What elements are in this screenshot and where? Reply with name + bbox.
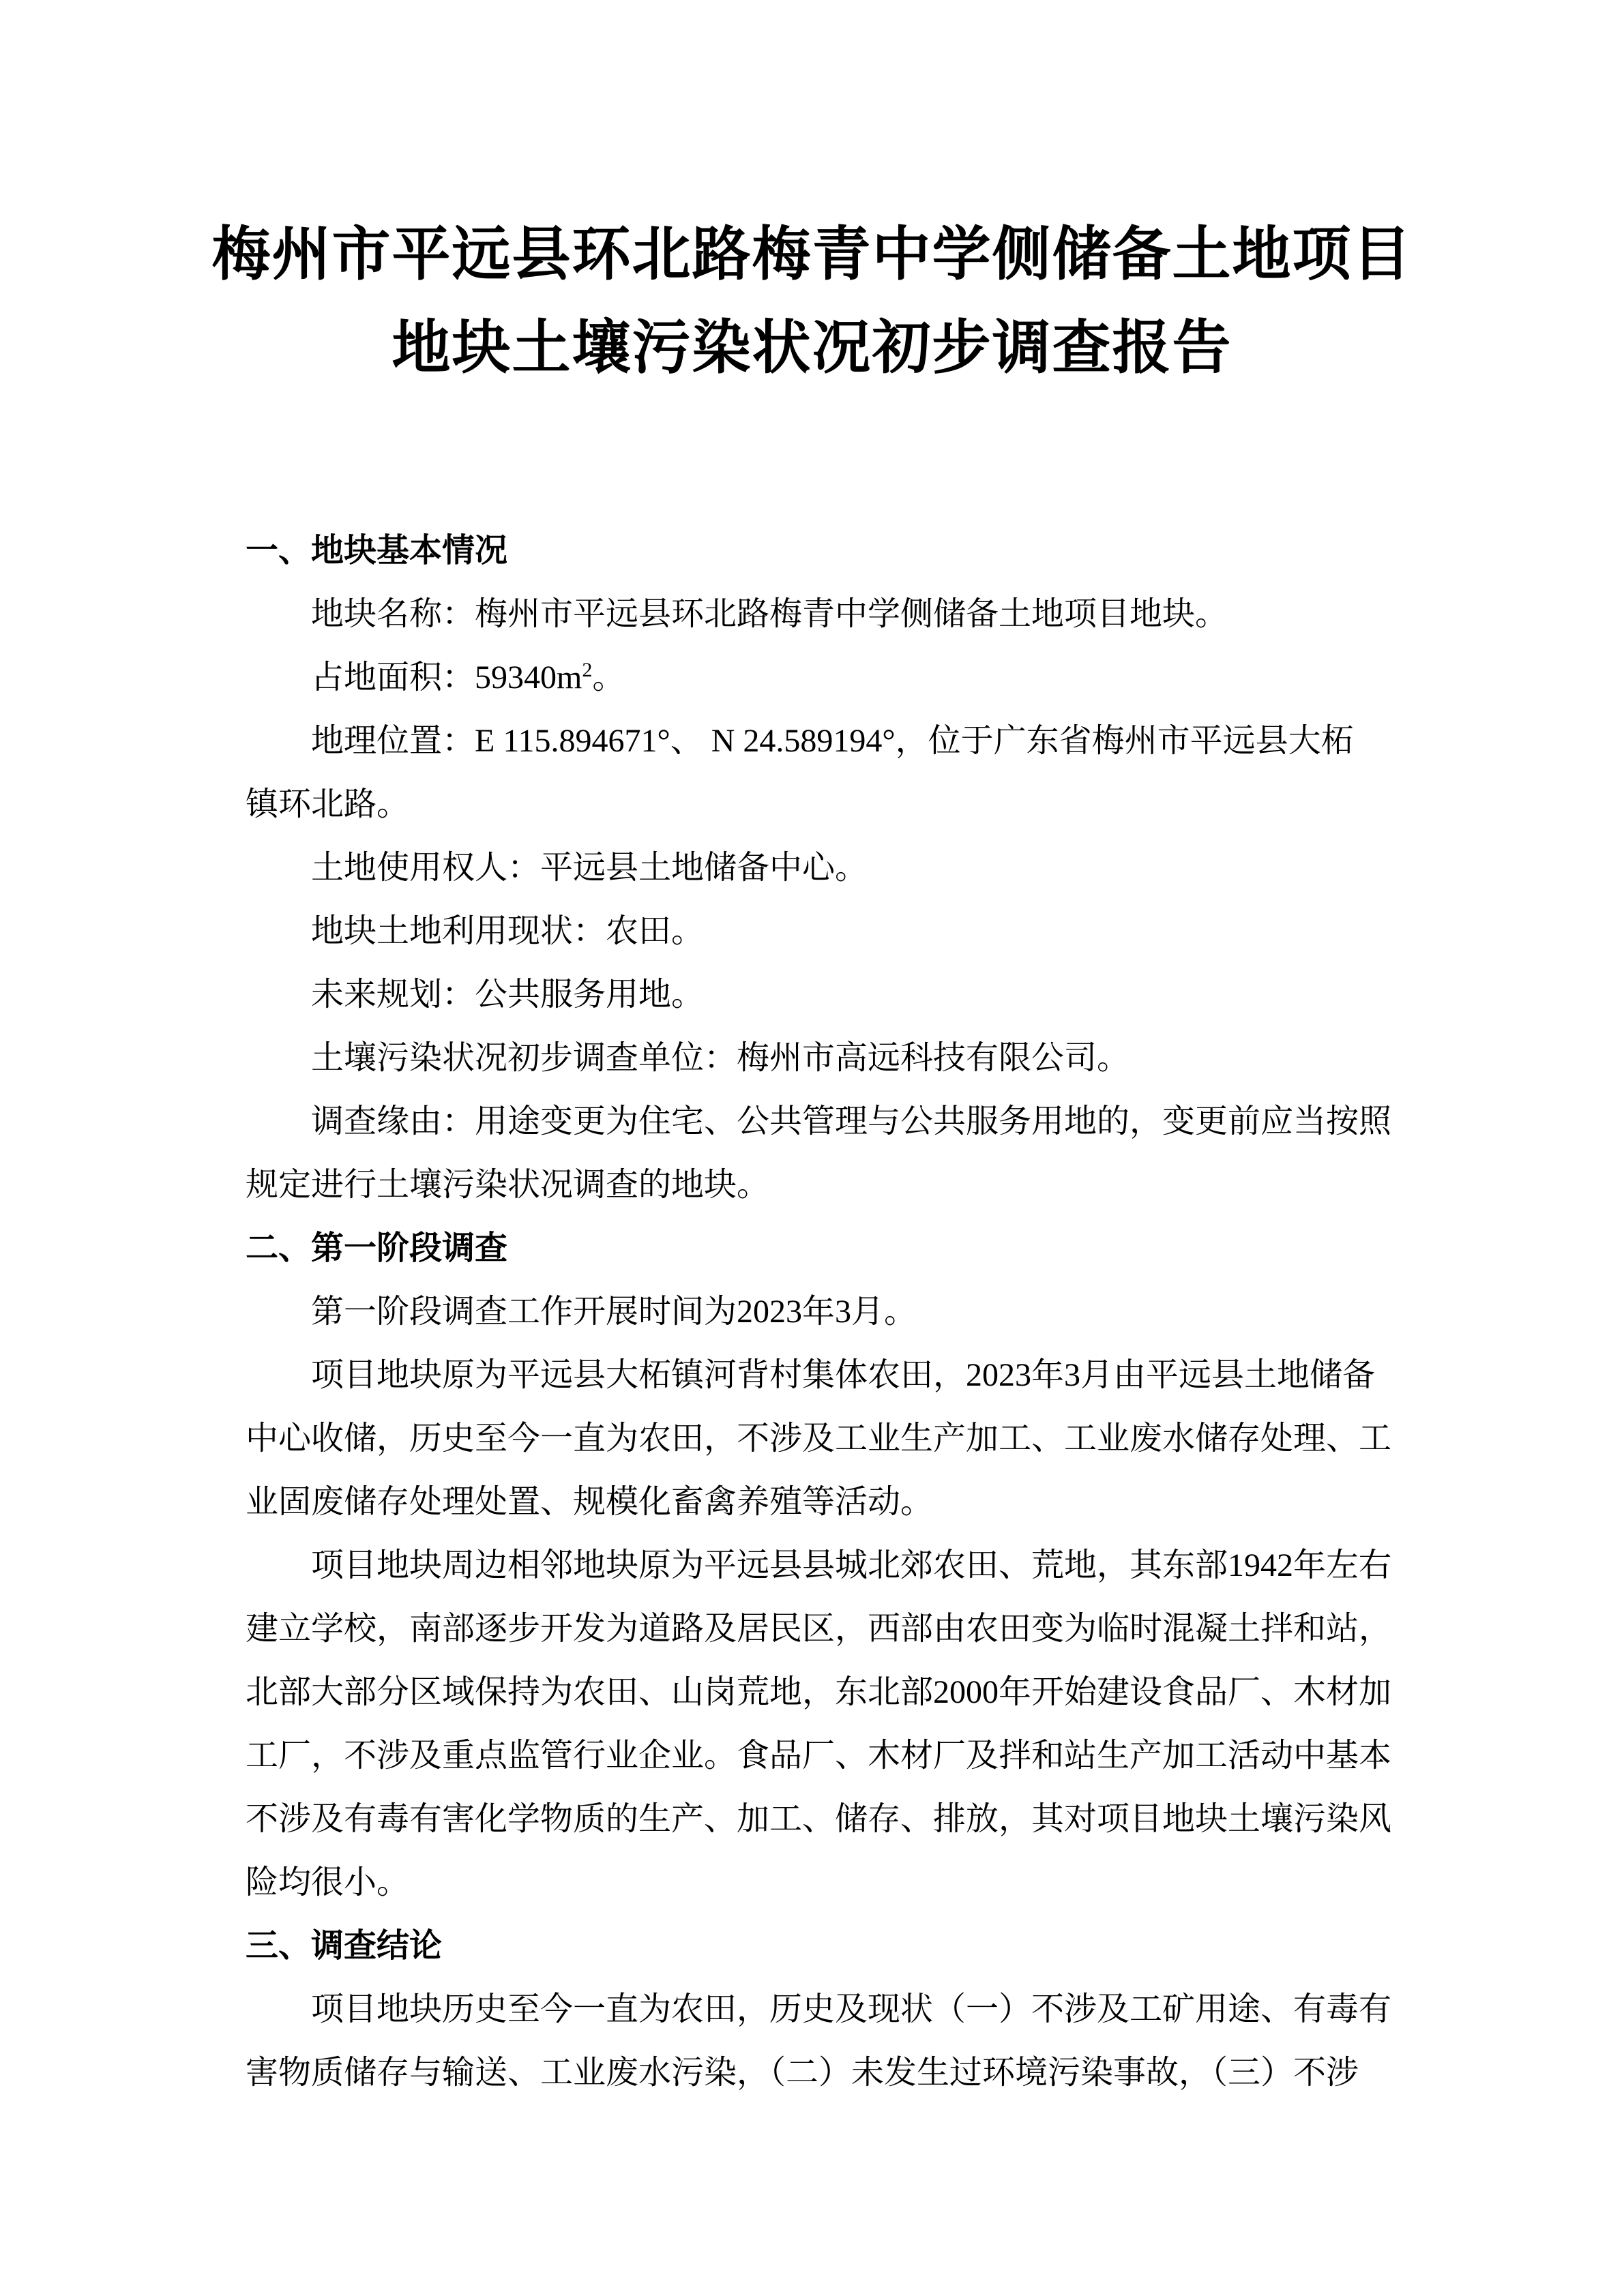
body-line: 土壤污染状况初步调查单位：梅州市高远科技有限公司。 [311, 1040, 1130, 1076]
report-title-line-2: 地块土壤污染状况初步调查报告 [392, 315, 1232, 381]
body-line [246, 646, 1378, 709]
body-line: 北部大部分区域保持为农田、山岗荒地，东北部2000年开始建设食品厂、木材加 [246, 1674, 1392, 1710]
body-line: 规定进行土壤污染状况调查的地块。 [246, 1167, 770, 1203]
body-line: 建立学校，南部逐步开发为道路及居民区，西部由农田变为临时混凝土拌和站， [246, 1611, 1392, 1647]
body-line: 险均很小。 [246, 1864, 410, 1900]
report-title-line-1: 梅州市平远县环北路梅青中学侧储备土地项目 [211, 222, 1413, 287]
line-text: 占地面积：59340m [311, 659, 582, 696]
body-line: 害物质储存与输送、工业废水污染，（二）未发生过环境污染事故，（三）不涉 [246, 2055, 1359, 2091]
body-line: 第一阶段调查工作开展时间为2023年3月。 [311, 1294, 917, 1330]
body-line: 中心收储，历史至今一直为农田，不涉及工业生产加工、工业废水储存处理、工 [246, 1420, 1392, 1457]
body-line: 业固废储存处理处置、规模化畜禽养殖等活动。 [246, 1484, 934, 1520]
body-line: 工厂，不涉及重点监管行业企业。食品厂、木材厂及拌和站生产加工活动中基本 [246, 1738, 1392, 1774]
superscript-text: 2 [582, 659, 593, 681]
body-line: 项目地块原为平远县大柘镇河背村集体农田，2023年3月由平远县土地储备 [311, 1357, 1376, 1393]
report-body [0, 519, 1624, 2104]
body-line: 土地使用权人：平远县土地储备中心。 [311, 850, 868, 886]
section-heading: 二、第一阶段调查 [246, 1230, 508, 1266]
body-line: 镇环北路。 [246, 786, 410, 822]
section-heading: 三、调查结论 [246, 1928, 443, 1964]
body-line: 地块名称：梅州市平远县环北路梅青中学侧储备土地项目地块。 [311, 596, 1228, 632]
body-line: 项目地块周边相邻地块原为平远县县城北郊农田、荒地，其东部1942年左右 [311, 1547, 1392, 1583]
body-line: 未来规划：公共服务用地。 [311, 976, 705, 1013]
body-line: 地理位置：E 115.894671°、 N 24.589194°，位于广东省梅州市平远县大柘 [311, 723, 1354, 759]
body-line: 项目地块历史至今一直为农田，历史及现状（一）不涉及工矿用途、有毒有 [311, 1991, 1392, 2027]
body-line: 地块土地利用现状：农田。 [311, 913, 705, 949]
body-line: 调查缘由：用途变更为住宅、公共管理与公共服务用地的，变更前应当按照 [311, 1103, 1392, 1139]
report-title [0, 0, 1624, 395]
body-line: 不涉及有毒有害化学物质的生产、加工、储存、排放，其对项目地块土壤污染风 [246, 1801, 1392, 1837]
section-heading: 一、地块基本情况 [246, 533, 508, 569]
line-text: 。 [592, 659, 625, 696]
